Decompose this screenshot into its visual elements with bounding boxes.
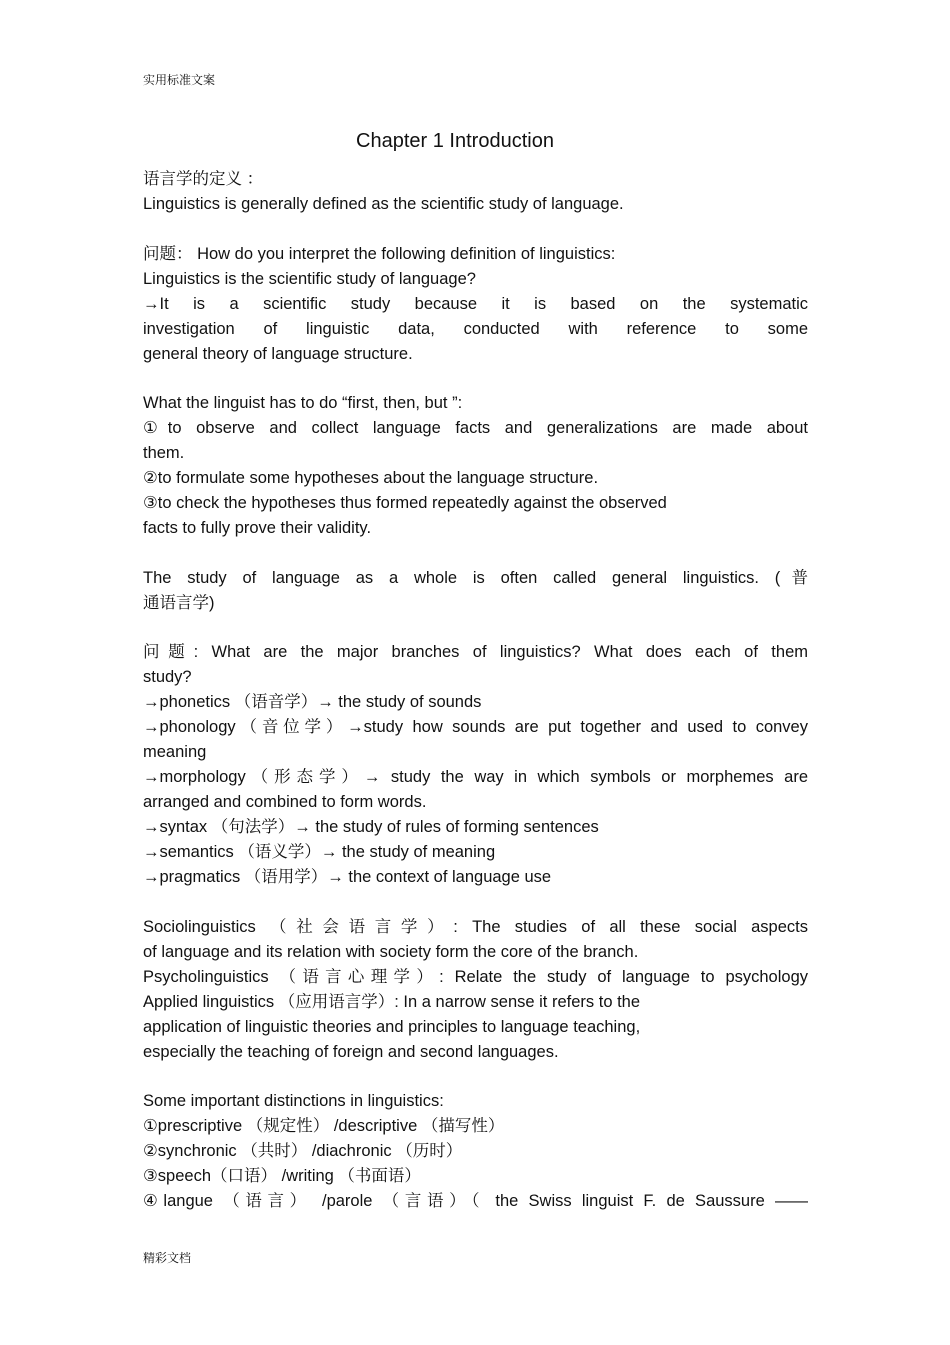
text-line: Applied linguistics （应用语言学）: In a narrow sense it refers to the [143, 992, 641, 1011]
text-line: them. [143, 444, 185, 462]
text-line: ③speech（口语） /writing （书面语） [143, 1167, 421, 1185]
paragraph-gap [143, 890, 808, 915]
text-line: study? [143, 668, 192, 686]
text-line: facts to fully prove their validity. [143, 519, 372, 537]
text-line: →semantics （语义学）→ the study of meaning [143, 843, 496, 861]
page-footer-note: 精彩文档 [143, 1251, 192, 1265]
text-line: Sociolinguistics （社会语言学）: The studies of all these social aspects [143, 917, 808, 936]
text-line: →syntax （句法学）→ the study of rules of forming sentences [143, 818, 599, 836]
text-line: →phonetics （语音学）→ the study of sounds [143, 693, 482, 711]
chapter-title: Chapter 1 Introduction [356, 130, 554, 152]
text-line: 语言学的定义 ： [143, 170, 264, 188]
text-line: The study of language as a whole is often called general linguistics. (普 [143, 568, 808, 587]
text-line: 通语言学) [143, 593, 215, 612]
text-line: Linguistics is the scientific study of language? [143, 269, 476, 288]
text-line: ②synchronic （共时） /diachronic （历时） [143, 1142, 463, 1160]
paragraph-gap [143, 541, 808, 566]
text-line: ②to formulate some hypotheses about the language structure. [143, 469, 599, 487]
text-line: 问题: What are the major branches of linguistics? What does each of them [143, 643, 808, 661]
text-line: arranged and combined to form words. [143, 793, 427, 811]
paragraph-gap [143, 217, 808, 242]
text-line: →It is a scientific study because it is based on the systematic [143, 294, 808, 313]
text-line: ④langue （语言） /parole （言语）（ the Swiss linguist F. de Saussure —— [143, 1192, 808, 1210]
text-line: ③to check the hypotheses thus formed repeatedly against the observed [143, 494, 667, 512]
page-header-note: 实用标准文案 [143, 73, 216, 87]
text-line: especially the teaching of foreign and second languages. [143, 1042, 559, 1061]
text-line: meaning [143, 743, 207, 761]
text-line: Psycholinguistics （语言心理学）: Relate the study of language to psychology [143, 967, 808, 986]
text-line: of language and its relation with society form the core of the branch. [143, 942, 639, 961]
paragraph-gap [143, 1065, 808, 1090]
paragraph-gap [143, 616, 808, 641]
document-body [143, 167, 808, 1214]
text-line: →pragmatics （语用学）→ the context of language use [143, 868, 552, 886]
text-line: →morphology（形态学）→ study the way in which symbols or morphemes are [143, 768, 808, 786]
text-line: general theory of language structure. [143, 344, 413, 363]
text-line: ①prescriptive （规定性） /descriptive （描写性） [143, 1117, 505, 1135]
text-line: application of linguistic theories and principles to language teaching, [143, 1017, 641, 1036]
paragraph-gap [143, 367, 808, 392]
text-line: Linguistics is generally defined as the scientific study of language. [143, 195, 624, 213]
text-line: →phonology（音位学）→study how sounds are put together and used to convey [143, 718, 808, 736]
text-line: Some important distinctions in linguistics: [143, 1092, 444, 1110]
text-line: investigation of linguistic data, conducted with reference to some [143, 319, 808, 338]
text-line: ①to observe and collect language facts and generalizations are made about [143, 419, 808, 437]
text-line: 问题： How do you interpret the following definition of linguistics: [143, 244, 616, 263]
text-line: What the linguist has to do “first, then, but ”: [143, 394, 463, 412]
